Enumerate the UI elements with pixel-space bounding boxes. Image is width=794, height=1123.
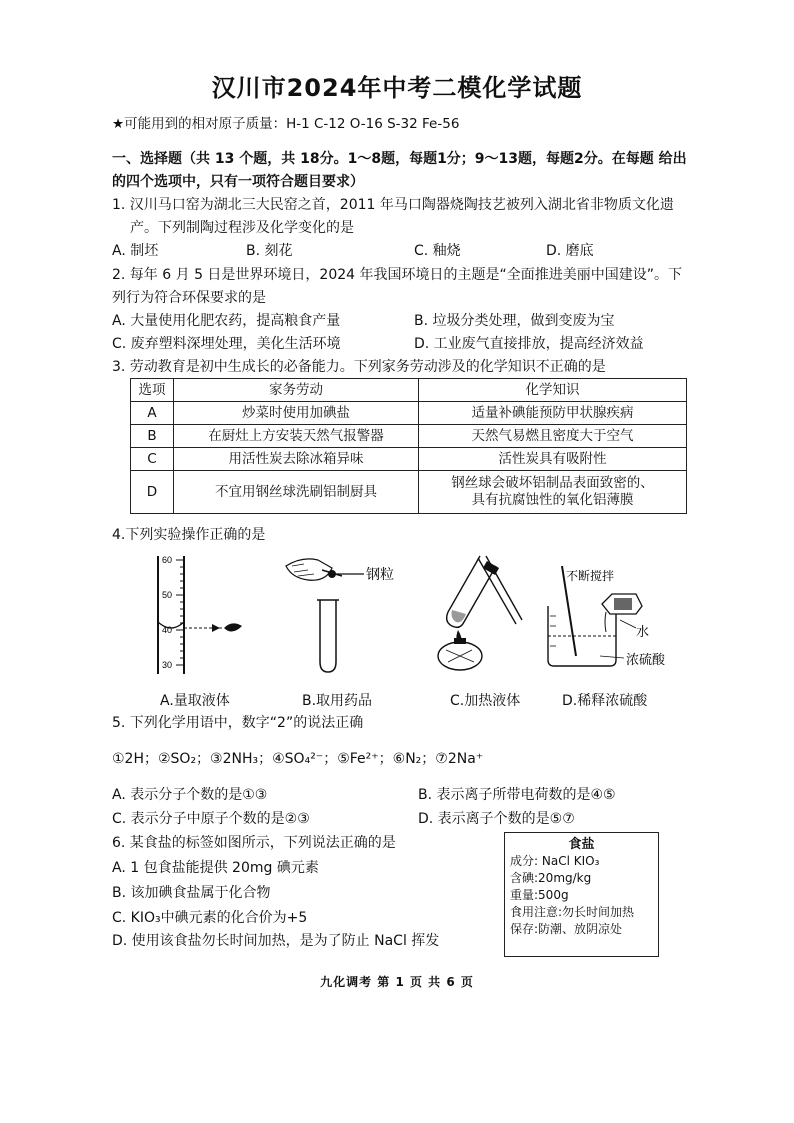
caption-c: C.加热液体 — [450, 693, 521, 709]
q6-option-b: B. 该加碘食盐属于化合物 — [112, 885, 271, 901]
salt-label-weight: 重量:500g — [510, 888, 569, 902]
scale-tick-30: 30 — [162, 660, 173, 670]
section-heading-line1: 一、选择题（共 13 个题，共 18分。1～8题，每题1分；9～13题，每题2分。在每题 给出 — [112, 151, 687, 167]
caption-d: D.稀释浓硫酸 — [562, 693, 648, 709]
table-row — [131, 402, 687, 425]
row-knowledge-line2: 具有抗腐蚀性的氧化铝薄膜 — [471, 492, 634, 508]
scale-tick-50: 50 — [162, 590, 173, 600]
q1-stem-line2: 产。下列制陶过程涉及化学变化的是 — [130, 220, 354, 236]
q2-option-c: C. 废弃塑料深埋处理，美化生活环境 — [112, 336, 341, 352]
table-row — [131, 471, 687, 514]
q1-option-d: D. 磨底 — [546, 243, 594, 259]
q6-option-c: C. KIO₃中碘元素的化合价为+5 — [112, 910, 308, 926]
table-header-knowledge: 化学知识 — [419, 379, 687, 402]
row-knowledge-line1: 钢丝球会破坏铝制品表面致密的、 — [451, 475, 654, 491]
row-knowledge: 适量补碘能预防甲状腺疾病 — [419, 402, 687, 425]
scale-tick-60: 60 — [162, 555, 173, 565]
salt-label-storage: 保存:防潮、放阴凉处 — [510, 922, 623, 936]
page-footer: 九化调考 第 1 页 共 6 页 — [320, 975, 474, 989]
graduated-cylinder-figure — [140, 552, 260, 677]
dilution-figure — [540, 556, 690, 676]
salt-label-title: 食盐 — [568, 837, 595, 852]
salt-label-box — [504, 832, 659, 957]
row-knowledge-cell — [419, 471, 687, 514]
q5-option-b: B. 表示离子所带电荷数的是④⑤ — [418, 787, 616, 803]
row-option: A — [131, 402, 174, 425]
hand-icon — [286, 559, 332, 580]
q5-option-d: D. 表示离子个数的是⑤⑦ — [418, 811, 575, 827]
row-task: 用活性炭去除冰箱异味 — [174, 448, 419, 471]
table-header-option: 选项 — [131, 379, 174, 402]
q3-stem: 3. 劳动教育是初中生成长的必备能力。下列家务劳动涉及的化学知识不正确的是 — [112, 359, 606, 375]
q6-stem: 6. 某食盐的标签如图所示，下列说法正确的是 — [112, 835, 396, 851]
row-task: 炒菜时使用加碘盐 — [174, 402, 419, 425]
atomic-masses: ★可能用到的相对原子质量：H-1 C-12 O-16 S-32 Fe-56 — [112, 116, 460, 132]
q1-option-a: A. 制坯 — [112, 243, 159, 259]
caption-b: B.取用药品 — [302, 693, 373, 709]
salt-label-notice: 食用注意:勿长时间加热 — [510, 905, 635, 919]
table-row — [131, 425, 687, 448]
q1-option-b: B. 刻花 — [246, 243, 293, 259]
q5-option-c: C. 表示分子中原子个数的是②③ — [112, 811, 310, 827]
q1-stem-line1: 1. 汉川马口窑为湖北三大民窑之首，2011 年马口陶器烧陶技艺被列入湖北省非物质文化遗 — [112, 197, 674, 213]
row-option: C — [131, 448, 174, 471]
q6-option-d: D. 使用该食盐勿长时间加热，是为了防止 NaCl 挥发 — [112, 933, 440, 949]
heating-liquid-figure — [428, 552, 528, 677]
test-tube-figure — [282, 552, 422, 677]
scale-tick-40: 40 — [162, 625, 173, 635]
stir-label: 不断搅拌 — [566, 569, 615, 583]
q3-table — [130, 378, 687, 514]
q6-option-a: A. 1 包食盐能提供 20mg 碘元素 — [112, 860, 319, 876]
row-option: D — [131, 471, 174, 514]
table-header-task: 家务劳动 — [174, 379, 419, 402]
q5-option-a: A. 表示分子个数的是①③ — [112, 787, 268, 803]
row-knowledge: 活性炭具有吸附性 — [419, 448, 687, 471]
copper-label: 钢粒 — [366, 566, 394, 582]
q5-stem: 5. 下列化学用语中，数字“2”的说法正确 — [112, 715, 364, 731]
acid-label: 浓硫酸 — [626, 652, 666, 667]
salt-label-ingredients: 成分: NaCl KIO₃ — [510, 854, 600, 868]
row-task: 不宜用钢丝球洗刷铝制厨具 — [174, 471, 419, 514]
q2-stem-line2: 列行为符合环保要求的是 — [112, 290, 266, 306]
q5-items: ①2H；②SO₂；③2NH₃；④SO₄²⁻；⑤Fe²⁺；⑥N₂；⑦2Na⁺ — [112, 751, 484, 767]
q2-option-a: A. 大量使用化肥农药，提高粮食产量 — [112, 313, 341, 329]
row-task: 在厨灶上方安装天然气报警器 — [174, 425, 419, 448]
water-label: 水 — [636, 624, 650, 639]
exam-title: 汉川市2024年中考二模化学试题 — [211, 74, 583, 102]
caption-a: A.量取液体 — [160, 693, 230, 709]
table-row — [131, 448, 687, 471]
q2-option-b: B. 垃圾分类处理，做到变废为宝 — [414, 313, 615, 329]
q4-stem: 4.下列实验操作正确的是 — [112, 527, 266, 543]
row-knowledge: 天然气易燃且密度大于空气 — [419, 425, 687, 448]
salt-label-iodine: 含碘:20mg/kg — [510, 871, 592, 885]
section-heading-line2: 的四个选项中，只有一项符合题目要求） — [112, 174, 364, 190]
q2-option-d: D. 工业废气直接排放，提高经济效益 — [414, 336, 644, 352]
table-header-row — [131, 379, 687, 402]
q1-option-c: C. 釉烧 — [414, 243, 461, 259]
row-option: B — [131, 425, 174, 448]
q2-stem-line1: 2. 每年 6 月 5 日是世界环境日，2024 年我国环境日的主题是“全面推进美丽中国建设”。下 — [112, 267, 683, 283]
